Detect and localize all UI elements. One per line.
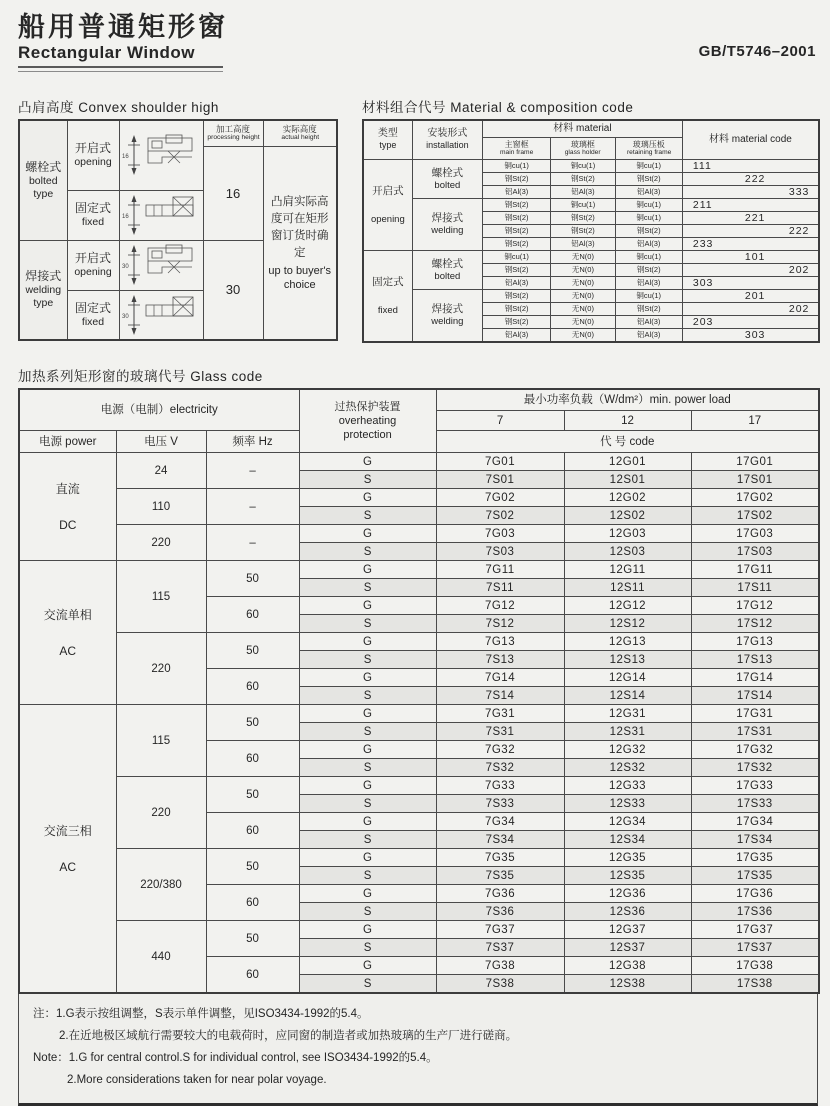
glass-code-cell-2: 17S37: [691, 939, 819, 957]
actual-height-header: 实际高度 actual height: [263, 120, 337, 146]
protection-type-cell: G: [299, 921, 436, 939]
main-frame-cell: 铜cu(1): [483, 250, 551, 263]
material-code-cell: 222: [682, 172, 819, 185]
diagram-cell: [119, 290, 203, 340]
glass-code-cell-1: 12G35: [564, 849, 691, 867]
glass-holder-cell: 无N(0): [551, 250, 615, 263]
glass-code-cell-0: 7G34: [436, 813, 564, 831]
retaining-frame-cell: 铜cu(1): [615, 159, 682, 172]
retaining-frame-cell: 钢St(2): [615, 224, 682, 237]
glass-code-cell-1: 12S32: [564, 759, 691, 777]
diagram-cell: [119, 120, 203, 190]
glass-code-cell-1: 12S13: [564, 651, 691, 669]
voltage-cell: 220: [116, 633, 206, 705]
glass-code-cell-0: 7S35: [436, 867, 564, 885]
material-code-cell: 211: [682, 198, 819, 211]
frequency-cell: –: [206, 525, 299, 561]
retaining-frame-cell: 铜cu(1): [615, 198, 682, 211]
glass-code-cell-1: 12S11: [564, 579, 691, 597]
voltage-cell: 220/380: [116, 849, 206, 921]
main-frame-cell: 铜cu(1): [483, 159, 551, 172]
protection-type-cell: S: [299, 579, 436, 597]
glass-code-cell-0: 7S11: [436, 579, 564, 597]
glass-code-cell-1: 12G32: [564, 741, 691, 759]
table-row: [19, 453, 819, 471]
protection-type-cell: G: [299, 633, 436, 651]
material-code-cell: 201: [682, 289, 819, 302]
glass-code-cell-2: 17S12: [691, 615, 819, 633]
installation-cell: 焊接式 welding: [412, 198, 482, 250]
glass-code-cell-2: 17G13: [691, 633, 819, 651]
material-code-cell: 333: [682, 185, 819, 198]
note-line-zh-2: 2.在近地极区域航行需要较大的电载荷时，应同窗的制造者或加热玻璃的生产厂进行磋商。: [33, 1025, 807, 1047]
glass-code-cell-2: 17G01: [691, 453, 819, 471]
glass-code-cell-1: 12G38: [564, 957, 691, 975]
table-row: [19, 921, 819, 939]
retaining-frame-cell: 铜cu(1): [615, 250, 682, 263]
protection-type-cell: S: [299, 795, 436, 813]
voltage-cell: 115: [116, 705, 206, 777]
opening-cross-section-diagram: [121, 133, 201, 177]
glass-heading: 加热系列矩形窗的玻璃代号 Glass code: [18, 365, 818, 385]
table-row: [363, 120, 819, 137]
voltage-cell: 115: [116, 561, 206, 633]
glass-code-cell-1: 12S33: [564, 795, 691, 813]
material-sub-header-1: 玻璃框 glass holder: [551, 137, 615, 159]
glass-code-cell-1: 12S12: [564, 615, 691, 633]
protection-type-cell: G: [299, 597, 436, 615]
voltage-cell: 220: [116, 525, 206, 561]
glass-code-cell-1: 12G33: [564, 777, 691, 795]
protection-type-cell: G: [299, 489, 436, 507]
material-code-header: 材料 material code: [682, 120, 819, 159]
protection-type-cell: G: [299, 885, 436, 903]
frequency-cell: 50: [206, 849, 299, 885]
glass-code-cell-1: 12G02: [564, 489, 691, 507]
material-heading: 材料组合代号 Material & composition code: [362, 96, 820, 116]
retaining-frame-cell: 铜cu(1): [615, 289, 682, 302]
svg-text:30: 30: [122, 264, 129, 270]
retaining-frame-cell: 铝Al(3): [615, 328, 682, 342]
processing-height-value: 16: [203, 146, 263, 240]
protection-type-cell: G: [299, 453, 436, 471]
note-line-en-1: Note：1.G for central control.S for individual control, see ISO3434-1992的5.4。: [33, 1047, 807, 1069]
diagram-cell: [119, 190, 203, 240]
protection-type-cell: S: [299, 867, 436, 885]
material-code-cell: 221: [682, 211, 819, 224]
retaining-frame-cell: 铜cu(1): [615, 211, 682, 224]
protection-type-cell: G: [299, 777, 436, 795]
protection-type-cell: S: [299, 543, 436, 561]
glass-code-cell-1: 12S34: [564, 831, 691, 849]
main-frame-cell: 铝Al(3): [483, 185, 551, 198]
power-group-cell: 交流三相 AC: [19, 705, 116, 994]
protection-type-cell: G: [299, 849, 436, 867]
glass-code-cell-0: 7S36: [436, 903, 564, 921]
page-subtitle: Rectangular Window: [18, 43, 228, 63]
glass-code-cell-2: 17G32: [691, 741, 819, 759]
mode-cell: 开启式 opening: [67, 240, 119, 290]
glass-code-cell-0: 7S01: [436, 471, 564, 489]
glass-code-cell-1: 12S14: [564, 687, 691, 705]
retaining-frame-cell: 钢St(2): [615, 172, 682, 185]
opening-cross-section-diagram: [121, 243, 201, 287]
glass-code-cell-0: 7S03: [436, 543, 564, 561]
glass-code-cell-1: 12G03: [564, 525, 691, 543]
glass-code-cell-0: 7G33: [436, 777, 564, 795]
glass-code-cell-0: 7G11: [436, 561, 564, 579]
installation-cell: 焊接式 welding: [412, 289, 482, 342]
table-row: [19, 389, 819, 411]
svg-text:16: 16: [122, 214, 129, 220]
convex-shoulder-table: [18, 119, 338, 341]
processing-height-header: 加工高度 processing height: [203, 120, 263, 146]
glass-holder-cell: 无N(0): [551, 276, 615, 289]
protection-type-cell: S: [299, 471, 436, 489]
table-row: [363, 198, 819, 211]
mode-cell: 开启式 opening: [67, 120, 119, 190]
protection-type-cell: G: [299, 705, 436, 723]
voltage-cell: 24: [116, 453, 206, 489]
main-frame-cell: 钢St(2): [483, 172, 551, 185]
load-value-header-1: 12: [564, 411, 691, 431]
material-code-cell: 303: [682, 328, 819, 342]
type-cell: 固定式 fixed: [363, 250, 412, 342]
material-code-cell: 202: [682, 302, 819, 315]
protection-type-cell: S: [299, 903, 436, 921]
fixed-cross-section-diagram: [121, 193, 201, 237]
glass-code-cell-1: 12S02: [564, 507, 691, 525]
main-frame-cell: 钢St(2): [483, 302, 551, 315]
glass-holder-cell: 铝Al(3): [551, 237, 615, 250]
type-cell: 开启式 opening: [363, 159, 412, 250]
material-code-cell: 303: [682, 276, 819, 289]
glass-code-cell-2: 17G03: [691, 525, 819, 543]
retaining-frame-cell: 铝Al(3): [615, 237, 682, 250]
glass-code-cell-0: 7S33: [436, 795, 564, 813]
fixed-cross-section-diagram: [121, 293, 201, 337]
glass-holder-cell: 铜cu(1): [551, 198, 615, 211]
retaining-frame-cell: 钢St(2): [615, 263, 682, 276]
material-code-cell: 233: [682, 237, 819, 250]
voltage-header: 电压 V: [116, 431, 206, 453]
protection-header: 过热保护装置 overheating protection: [299, 389, 436, 453]
type-cell: 螺栓式 bolted type: [19, 120, 67, 240]
table-row: [19, 561, 819, 579]
protection-type-cell: G: [299, 813, 436, 831]
type-cell: 焊接式 welding type: [19, 240, 67, 340]
glass-holder-cell: 无N(0): [551, 315, 615, 328]
glass-code-cell-2: 17S35: [691, 867, 819, 885]
glass-code-cell-1: 12G37: [564, 921, 691, 939]
glass-code-cell-2: 17S11: [691, 579, 819, 597]
glass-code-cell-1: 12S03: [564, 543, 691, 561]
protection-type-cell: S: [299, 759, 436, 777]
frequency-cell: 60: [206, 741, 299, 777]
frequency-cell: 50: [206, 777, 299, 813]
mode-cell: 固定式 fixed: [67, 290, 119, 340]
table-row: [19, 705, 819, 723]
convex-shoulder-section: [18, 96, 336, 341]
table-row: [19, 849, 819, 867]
glass-code-cell-1: 12G14: [564, 669, 691, 687]
protection-type-cell: G: [299, 525, 436, 543]
protection-type-cell: S: [299, 975, 436, 994]
load-value-header-0: 7: [436, 411, 564, 431]
power-group-cell: 直流 DC: [19, 453, 116, 561]
standard-number: GB/T5746–2001: [699, 43, 818, 72]
frequency-cell: 50: [206, 633, 299, 669]
glass-code-cell-1: 12G11: [564, 561, 691, 579]
material-code-cell: 202: [682, 263, 819, 276]
frequency-cell: 60: [206, 597, 299, 633]
frequency-cell: 60: [206, 813, 299, 849]
glass-code-cell-2: 17G11: [691, 561, 819, 579]
glass-code-cell-1: 12S01: [564, 471, 691, 489]
document-header: [18, 12, 818, 72]
glass-code-cell-0: 7S37: [436, 939, 564, 957]
title-underline: [18, 66, 223, 72]
frequency-cell: 60: [206, 885, 299, 921]
glass-code-cell-2: 17S02: [691, 507, 819, 525]
glass-code-cell-1: 12G12: [564, 597, 691, 615]
glass-code-cell-1: 12S37: [564, 939, 691, 957]
code-header: 代 号 code: [436, 431, 819, 453]
table-row: [363, 159, 819, 172]
glass-code-cell-0: 7G14: [436, 669, 564, 687]
material-code-cell: 222: [682, 224, 819, 237]
glass-code-cell-2: 17G14: [691, 669, 819, 687]
glass-code-cell-2: 17S36: [691, 903, 819, 921]
protection-type-cell: S: [299, 507, 436, 525]
glass-code-cell-0: 7G31: [436, 705, 564, 723]
glass-code-cell-2: 17G38: [691, 957, 819, 975]
glass-holder-cell: 铜cu(1): [551, 159, 615, 172]
glass-holder-cell: 无N(0): [551, 328, 615, 342]
table-row: [363, 289, 819, 302]
glass-holder-cell: 无N(0): [551, 302, 615, 315]
material-code-cell: 203: [682, 315, 819, 328]
material-code-cell: 111: [682, 159, 819, 172]
main-frame-cell: 钢St(2): [483, 237, 551, 250]
main-frame-cell: 钢St(2): [483, 198, 551, 211]
main-frame-cell: 钢St(2): [483, 224, 551, 237]
electricity-header: 电源（电制）electricity: [19, 389, 299, 431]
table-row: [19, 489, 819, 507]
main-frame-cell: 钢St(2): [483, 211, 551, 224]
glass-code-cell-1: 12G31: [564, 705, 691, 723]
retaining-frame-cell: 铝Al(3): [615, 315, 682, 328]
glass-code-cell-0: 7G36: [436, 885, 564, 903]
protection-type-cell: S: [299, 831, 436, 849]
glass-code-cell-2: 17S32: [691, 759, 819, 777]
glass-code-cell-0: 7G35: [436, 849, 564, 867]
glass-code-cell-0: 7G01: [436, 453, 564, 471]
material-code-section: [362, 96, 820, 343]
main-frame-cell: 钢St(2): [483, 263, 551, 276]
glass-code-cell-2: 17G34: [691, 813, 819, 831]
protection-type-cell: G: [299, 561, 436, 579]
protection-type-cell: S: [299, 687, 436, 705]
power-group-cell: 交流单相 AC: [19, 561, 116, 705]
note-line-en-2: 2.More considerations taken for near polar voyage.: [33, 1069, 807, 1091]
svg-text:30: 30: [122, 314, 129, 320]
glass-code-cell-2: 17S01: [691, 471, 819, 489]
frequency-cell: 50: [206, 561, 299, 597]
main-frame-cell: 钢St(2): [483, 315, 551, 328]
glass-holder-cell: 钢St(2): [551, 211, 615, 224]
main-frame-cell: 铝Al(3): [483, 276, 551, 289]
glass-code-cell-1: 12G34: [564, 813, 691, 831]
glass-code-cell-0: 7S12: [436, 615, 564, 633]
material-header: 材料 material: [483, 120, 683, 137]
glass-holder-cell: 无N(0): [551, 263, 615, 276]
voltage-cell: 110: [116, 489, 206, 525]
protection-type-cell: G: [299, 741, 436, 759]
type-header: 类型 type: [363, 120, 412, 159]
voltage-cell: 440: [116, 921, 206, 994]
glass-code-cell-0: 7S34: [436, 831, 564, 849]
note-line-zh-1: 注：1.G表示按组调整，S表示单件调整，见ISO3434-1992的5.4。: [33, 1003, 807, 1025]
table-row: [19, 777, 819, 795]
glass-code-cell-0: 7G32: [436, 741, 564, 759]
glass-code-cell-2: 17S31: [691, 723, 819, 741]
table-row: [363, 250, 819, 263]
glass-code-cell-2: 17S03: [691, 543, 819, 561]
diagram-cell: [119, 240, 203, 290]
glass-code-cell-1: 12G01: [564, 453, 691, 471]
retaining-frame-cell: 钢St(2): [615, 302, 682, 315]
table-row: [19, 525, 819, 543]
main-frame-cell: 铝Al(3): [483, 328, 551, 342]
glass-code-table: [18, 388, 820, 995]
retaining-frame-cell: 铝Al(3): [615, 185, 682, 198]
power-header: 电源 power: [19, 431, 116, 453]
material-sub-header-0: 主窗框 main frame: [483, 137, 551, 159]
glass-code-cell-1: 12S31: [564, 723, 691, 741]
glass-code-cell-2: 17S38: [691, 975, 819, 994]
glass-code-cell-0: 7G12: [436, 597, 564, 615]
table-row: [19, 120, 337, 146]
actual-height-note: 凸肩实际高度可在矩形窗订货时确定 up to buyer's choice: [263, 146, 337, 340]
glass-code-cell-2: 17G12: [691, 597, 819, 615]
material-code-table: [362, 119, 820, 343]
installation-header: 安装形式 installation: [412, 120, 482, 159]
glass-code-cell-0: 7G03: [436, 525, 564, 543]
processing-height-value: 30: [203, 240, 263, 340]
frequency-cell: 60: [206, 957, 299, 994]
title-block: [18, 12, 228, 72]
glass-code-cell-0: 7G02: [436, 489, 564, 507]
glass-code-cell-0: 7G13: [436, 633, 564, 651]
protection-type-cell: S: [299, 723, 436, 741]
main-frame-cell: 钢St(2): [483, 289, 551, 302]
glass-code-cell-2: 17G31: [691, 705, 819, 723]
installation-cell: 螺栓式 bolted: [412, 250, 482, 289]
glass-code-cell-0: 7S02: [436, 507, 564, 525]
glass-code-cell-1: 12S38: [564, 975, 691, 994]
glass-code-cell-1: 12G36: [564, 885, 691, 903]
voltage-cell: 220: [116, 777, 206, 849]
material-sub-header-2: 玻璃压板 retaining frame: [615, 137, 682, 159]
frequency-header: 频率 Hz: [206, 431, 299, 453]
glass-code-cell-0: 7G38: [436, 957, 564, 975]
convex-heading: 凸肩高度 Convex shoulder high: [18, 96, 336, 116]
notes-box: [18, 994, 818, 1106]
table-row: [19, 633, 819, 651]
glass-code-cell-0: 7G37: [436, 921, 564, 939]
glass-code-cell-0: 7S38: [436, 975, 564, 994]
protection-type-cell: G: [299, 957, 436, 975]
glass-code-cell-2: 17S13: [691, 651, 819, 669]
glass-code-cell-2: 17G37: [691, 921, 819, 939]
glass-code-section: [18, 365, 818, 1106]
glass-code-cell-1: 12S36: [564, 903, 691, 921]
glass-code-cell-1: 12S35: [564, 867, 691, 885]
glass-code-cell-0: 7S32: [436, 759, 564, 777]
retaining-frame-cell: 铝Al(3): [615, 276, 682, 289]
glass-code-cell-2: 17S33: [691, 795, 819, 813]
power-load-header: 最小功率负载（W/dm²）min. power load: [436, 389, 819, 411]
glass-holder-cell: 铝Al(3): [551, 185, 615, 198]
glass-code-cell-2: 17S34: [691, 831, 819, 849]
glass-code-cell-2: 17G02: [691, 489, 819, 507]
glass-code-cell-1: 12G13: [564, 633, 691, 651]
glass-holder-cell: 无N(0): [551, 289, 615, 302]
protection-type-cell: S: [299, 651, 436, 669]
glass-code-cell-2: 17G35: [691, 849, 819, 867]
frequency-cell: 50: [206, 705, 299, 741]
glass-code-cell-2: 17G33: [691, 777, 819, 795]
frequency-cell: –: [206, 489, 299, 525]
glass-code-cell-0: 7S14: [436, 687, 564, 705]
material-code-cell: 101: [682, 250, 819, 263]
glass-holder-cell: 钢St(2): [551, 172, 615, 185]
glass-code-cell-0: 7S31: [436, 723, 564, 741]
mode-cell: 固定式 fixed: [67, 190, 119, 240]
glass-code-cell-2: 17S14: [691, 687, 819, 705]
frequency-cell: 50: [206, 921, 299, 957]
frequency-cell: 60: [206, 669, 299, 705]
svg-text:16: 16: [122, 154, 129, 160]
glass-code-cell-2: 17G36: [691, 885, 819, 903]
load-value-header-2: 17: [691, 411, 819, 431]
page-title: 船用普通矩形窗: [18, 12, 228, 42]
installation-cell: 螺栓式 bolted: [412, 159, 482, 198]
protection-type-cell: S: [299, 615, 436, 633]
upper-tables-row: [18, 96, 818, 343]
frequency-cell: –: [206, 453, 299, 489]
protection-type-cell: G: [299, 669, 436, 687]
protection-type-cell: S: [299, 939, 436, 957]
glass-code-cell-0: 7S13: [436, 651, 564, 669]
glass-holder-cell: 钢St(2): [551, 224, 615, 237]
